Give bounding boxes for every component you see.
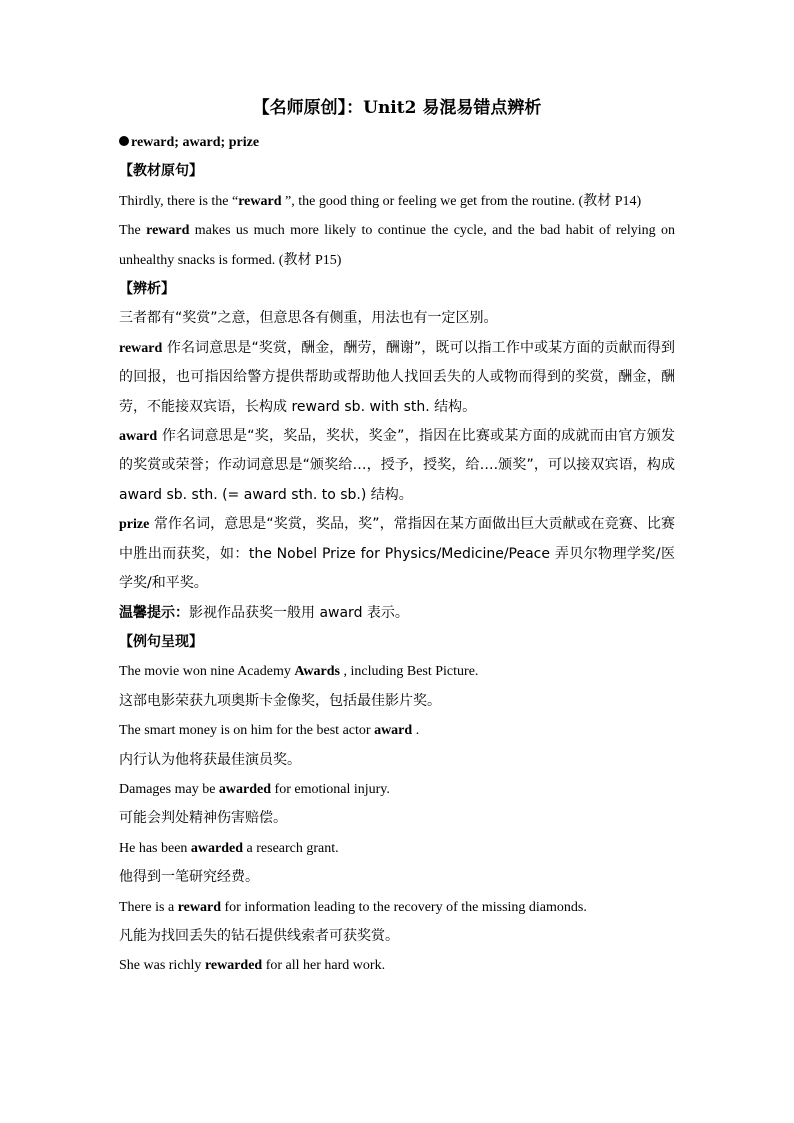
document-page bbox=[119, 96, 675, 981]
definition-text: 作名词意思是“奖，奖品，奖状，奖金”，指因在比赛或某方面的成就而由官方颁发的奖赏或荣誉；作动词意思是“颁奖给…，授予，授奖，给….颁奖”，可以接双宾语，构成 award sb. sth. (= award sth. to sb.) 结构。 bbox=[119, 428, 675, 503]
text-span: . bbox=[412, 723, 420, 739]
examples-heading: 【例句呈现】 bbox=[119, 633, 203, 650]
examples-list bbox=[119, 657, 675, 980]
definition-word: reward bbox=[119, 340, 163, 356]
keyword: award bbox=[374, 723, 413, 739]
definition-text: 常作名词，意思是“奖赏，奖品，奖”，常指因在某方面做出巨大贡献或在竞赛、比赛中胜出而获奖，如：the Nobel Prize for Physics/Medicine/Peace 弄贝尔物理学奖/医学奖/和平奖。 bbox=[119, 516, 675, 592]
keyword: reward bbox=[146, 223, 190, 239]
keyword: reward bbox=[177, 899, 221, 915]
analysis-heading: 【辨析】 bbox=[119, 281, 175, 298]
page-title: 【名师原创】：Unit2 易混易错点辨析 bbox=[252, 98, 542, 118]
definition-word: prize bbox=[119, 517, 150, 533]
keyword: awarded bbox=[190, 840, 244, 856]
analysis-intro: 三者都有“奖赏”之意，但意思各有侧重，用法也有一定区别。 bbox=[119, 310, 498, 327]
example-cn: 内行认为他将获最佳演员奖。 bbox=[119, 751, 301, 768]
example-en bbox=[119, 657, 675, 686]
text-span: Thirdly, there is the “ bbox=[119, 193, 239, 209]
text-span: makes us much more likely to continue the cycle, and the bad habit of relying on unhealthy snacks is formed. (教材 P15) bbox=[119, 223, 676, 268]
textbook-heading: 【教材原句】 bbox=[119, 163, 203, 180]
example-cn: 他得到一笔研究经费。 bbox=[119, 869, 259, 886]
definition-reward bbox=[119, 334, 675, 422]
keyword: awarded bbox=[218, 781, 272, 797]
example-en bbox=[119, 716, 675, 745]
text-span: for information leading to the recovery of the missing diamonds. bbox=[221, 899, 587, 915]
text-span: The smart money is on him for the best actor bbox=[119, 723, 375, 739]
textbook-sentence-2 bbox=[119, 216, 675, 275]
example-en bbox=[119, 775, 675, 804]
example-cn: 可能会判处精神伤害赔偿。 bbox=[119, 810, 287, 827]
text-span: The bbox=[119, 223, 147, 239]
definition-prize bbox=[119, 510, 675, 598]
tip-text: 影视作品获奖一般用 award 表示。 bbox=[189, 604, 409, 621]
keyword: Awards bbox=[294, 664, 340, 680]
example-en bbox=[119, 951, 675, 980]
topic-line bbox=[119, 128, 675, 157]
keyword: rewarded bbox=[204, 958, 263, 974]
definition-text: 作名词意思是“奖赏，酬金，酬劳，酬谢”，既可以指工作中或某方面的贡献而得到的回报，也可指因给警方提供帮助或帮助他人找回丢失的人或物而得到的奖赏，酬金，酬劳，不能接双宾语，长构成 reward sb. with sth. 结构。 bbox=[119, 339, 675, 415]
topic-words: reward; award; prize bbox=[131, 135, 260, 150]
text-span: a research grant. bbox=[243, 840, 339, 856]
example-cn: 这部电影荣获九项奥斯卡金像奖，包括最佳影片奖。 bbox=[119, 692, 441, 709]
text-span: ”, the good thing or feeling we get from the routine. (教材 P14) bbox=[281, 193, 642, 209]
text-span: for all her hard work. bbox=[262, 958, 386, 974]
text-span: , including Best Picture. bbox=[339, 664, 479, 680]
text-span: The movie won nine Academy bbox=[119, 664, 295, 680]
example-cn: 凡能为找回丢失的钻石提供线索者可获奖赏。 bbox=[119, 927, 399, 944]
text-span: There is a bbox=[119, 899, 178, 915]
text-span: He has been bbox=[119, 840, 191, 856]
tip-line bbox=[119, 599, 675, 628]
definition-award bbox=[119, 422, 675, 510]
textbook-sentence-1 bbox=[119, 187, 675, 216]
text-span: Damages may be bbox=[119, 781, 219, 797]
definition-word: award bbox=[119, 429, 158, 445]
text-span: for emotional injury. bbox=[271, 781, 390, 797]
tip-label: 温馨提示： bbox=[119, 604, 189, 621]
keyword: reward bbox=[238, 193, 282, 209]
text-span: She was richly bbox=[119, 958, 205, 974]
bullet-icon bbox=[119, 136, 129, 146]
example-en bbox=[119, 893, 675, 922]
example-en bbox=[119, 834, 675, 863]
